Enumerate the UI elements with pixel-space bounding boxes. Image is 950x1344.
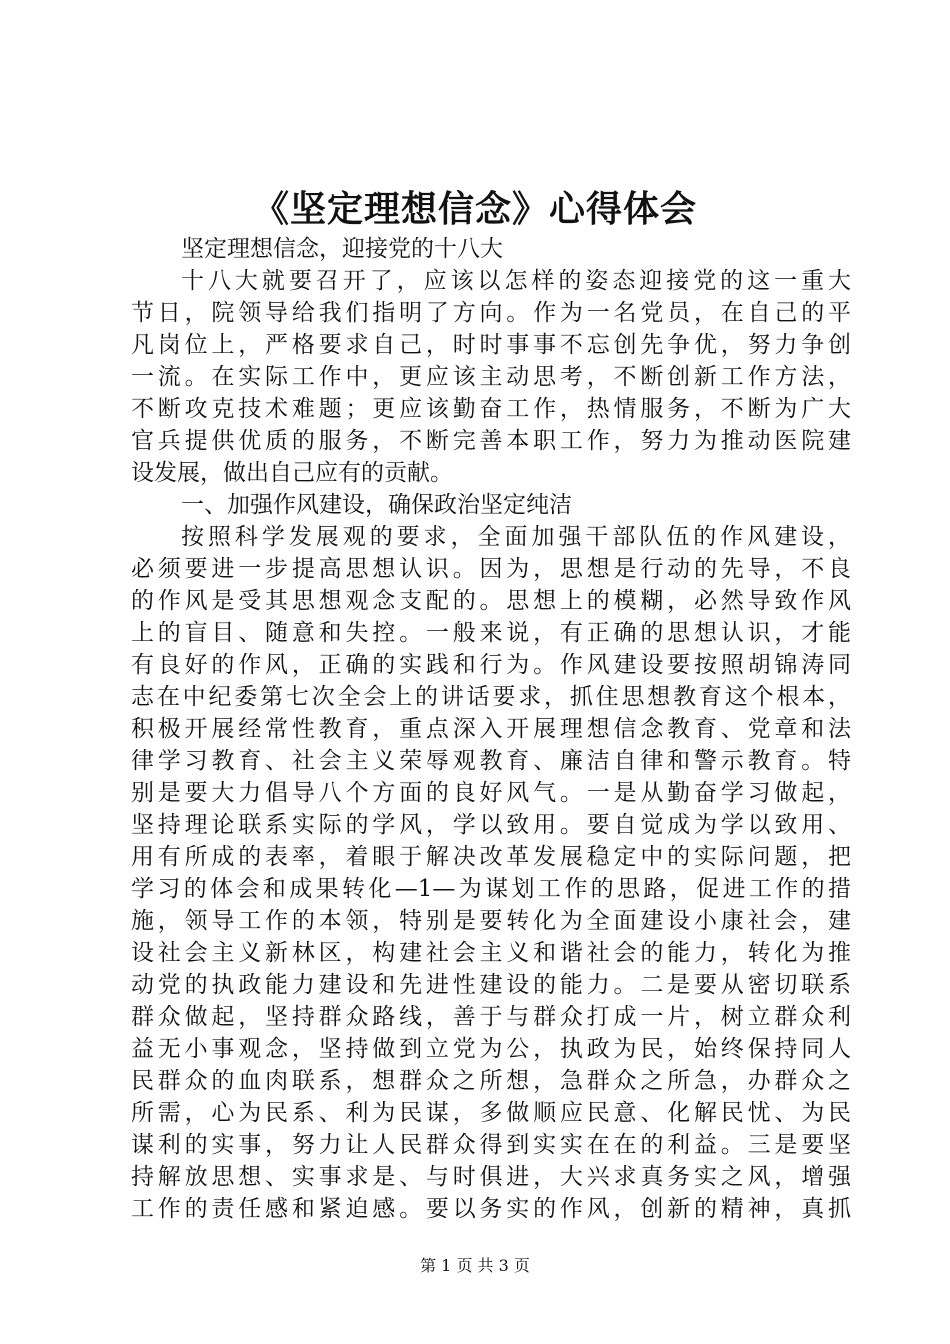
paragraph-2-line: 坚持理论联系实际的学风，学以致用。要自觉成为学以致用、: [131, 812, 851, 838]
paragraph-1-line: 设发展，做出自己应有的贡献。: [131, 460, 453, 486]
paragraph-2-line: 学习的体会和成果转化—1—为谋划工作的思路，促进工作的措: [131, 876, 851, 902]
document-subtitle: 坚定理想信念，迎接党的十八大: [181, 236, 503, 262]
paragraph-2-line: 民群众的血肉联系，想群众之所想，急群众之所急，办群众之: [131, 1068, 851, 1094]
paragraph-2-line: 动党的执政能力建设和先进性建设的能力。二是要从密切联系: [131, 972, 851, 998]
paragraph-2-line: 益无小事观念，坚持做到立党为公，执政为民，始终保持同人: [131, 1036, 851, 1062]
paragraph-2-line: 律学习教育、社会主义荣辱观教育、廉洁自律和警示教育。特: [131, 748, 851, 774]
paragraph-2-line: 所需，心为民系、利为民谋，多做顺应民意、化解民忧、为民: [131, 1100, 851, 1126]
paragraph-2-line: 志在中纪委第七次全会上的讲话要求，抓住思想教育这个根本，: [131, 684, 851, 710]
document-body: [131, 233, 851, 1225]
paragraph-2-line: 持解放思想、实事求是、与时俱进，大兴求真务实之风，增强: [131, 1164, 851, 1190]
paragraph-2-line: 的作风是受其思想观念支配的。思想上的模糊，必然导致作风: [131, 588, 851, 614]
paragraph-2-line: 按照科学发展观的要求，全面加强干部队伍的作风建设，: [181, 524, 851, 550]
paragraph-2-line: 群众做起，坚持群众路线，善于与群众打成一片，树立群众利: [131, 1004, 851, 1030]
paragraph-1-line: 不断攻克技术难题；更应该勤奋工作，热情服务，不断为广大: [131, 396, 851, 422]
paragraph-2-line: 有良好的作风，正确的实践和行为。作风建设要按照胡锦涛同: [131, 652, 851, 678]
section-heading-1: 一、加强作风建设，确保政治坚定纯洁: [181, 492, 572, 518]
paragraph-2-line: 谋利的实事，努力让人民群众得到实实在在的利益。三是要坚: [131, 1132, 851, 1158]
paragraph-2-line: 别是要大力倡导八个方面的良好风气。一是从勤奋学习做起，: [131, 780, 851, 806]
paragraph-1-line: 官兵提供优质的服务，不断完善本职工作，努力为推动医院建: [131, 428, 851, 454]
paragraph-2-line: 用有所成的表率，着眼于解决改革发展稳定中的实际问题，把: [131, 844, 851, 870]
paragraph-2-line: 上的盲目、随意和失控。一般来说，有正确的思想认识，才能: [131, 620, 851, 646]
paragraph-2-line: 必须要进一步提高思想认识。因为，思想是行动的先导，不良: [131, 556, 851, 582]
page-number-footer: 第 1 页 共 3 页: [420, 1256, 530, 1275]
paragraph-1-line: 凡岗位上，严格要求自己，时时事事不忘创先争优，努力争创: [131, 332, 851, 358]
paragraph-1-line: 十八大就要召开了，应该以怎样的姿态迎接党的这一重大: [181, 268, 851, 294]
paragraph-2-line: 设社会主义新林区，构建社会主义和谐社会的能力，转化为推: [131, 940, 851, 966]
paragraph-2-line: 工作的责任感和紧迫感。要以务实的作风，创新的精神，真抓: [131, 1196, 851, 1222]
paragraph-2-line: 施，领导工作的本领，特别是要转化为全面建设小康社会，建: [131, 908, 851, 934]
paragraph-1-line: 节日，院领导给我们指明了方向。作为一名党员，在自己的平: [131, 300, 851, 326]
paragraph-1-line: 一流。在实际工作中，更应该主动思考，不断创新工作方法，: [131, 364, 851, 390]
document-title: 《坚定理想信念》心得体会: [252, 188, 697, 230]
paragraph-2-line: 积极开展经常性教育，重点深入开展理想信念教育、党章和法: [131, 716, 851, 742]
